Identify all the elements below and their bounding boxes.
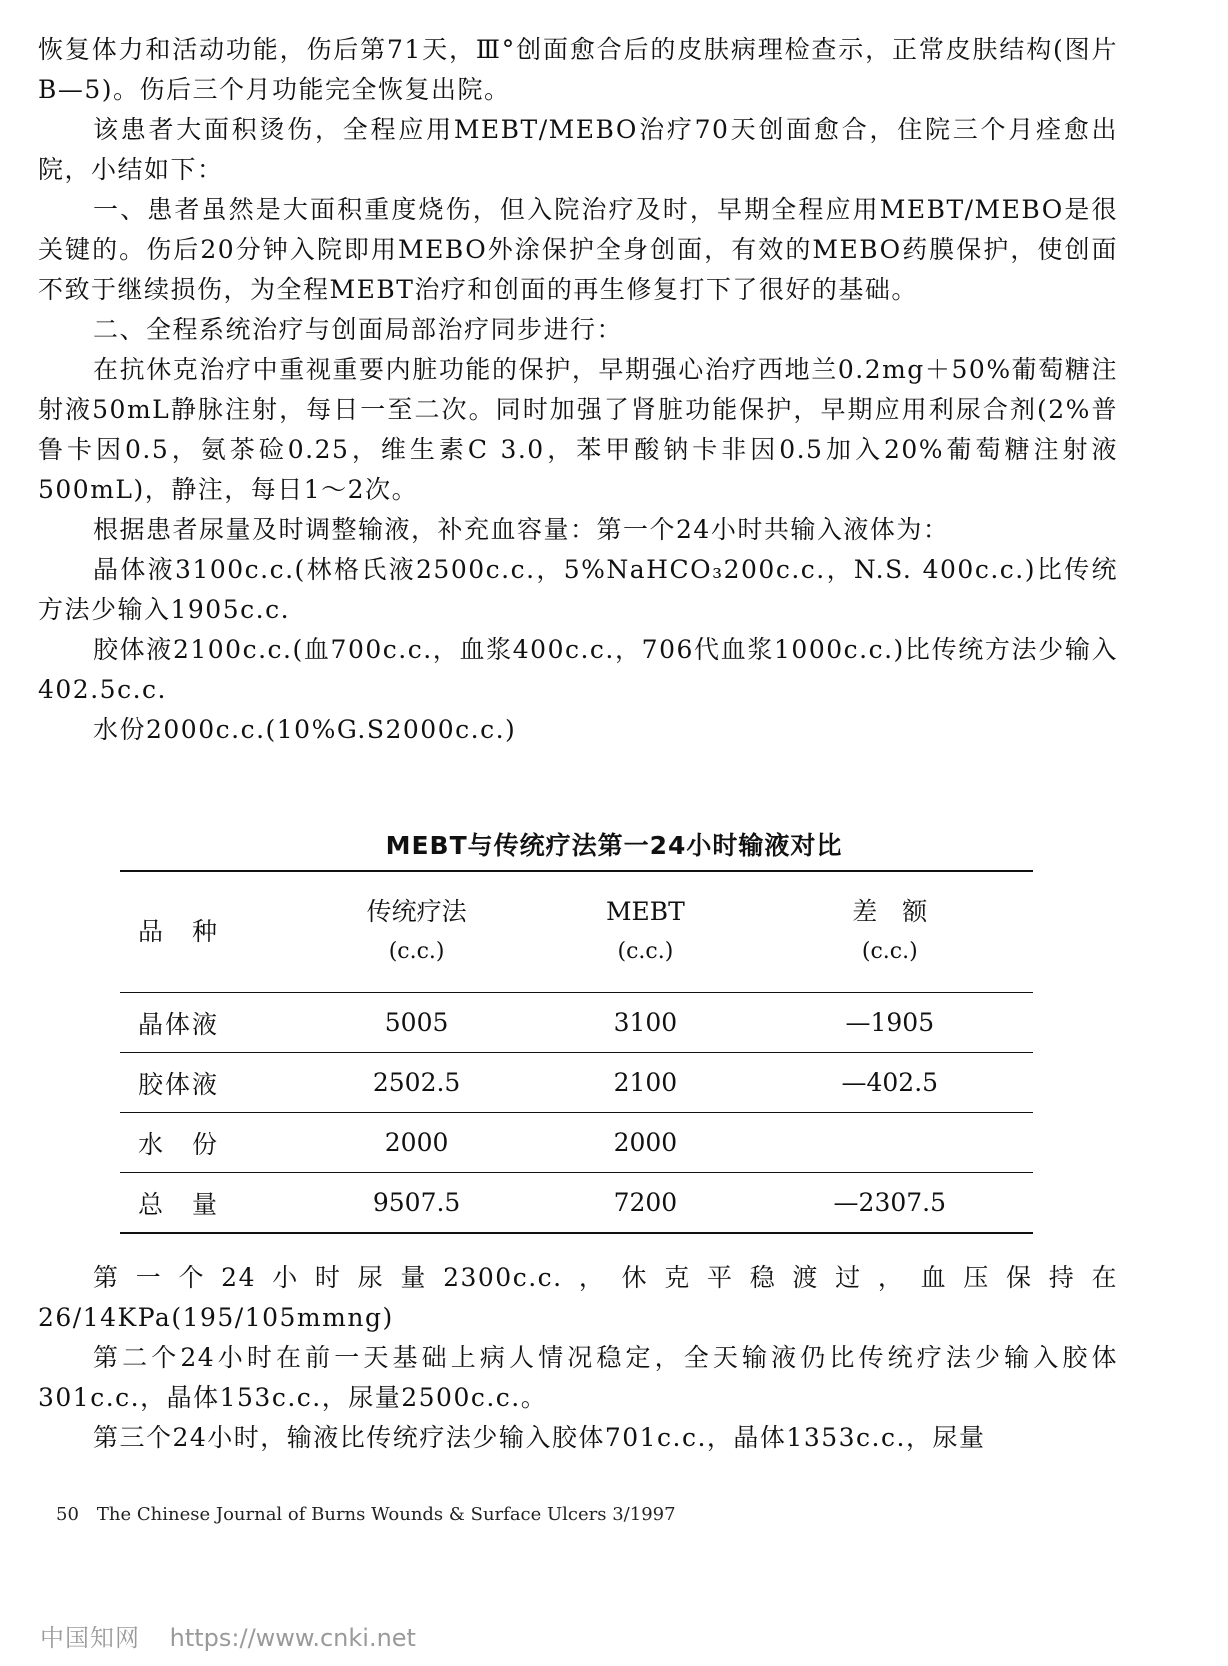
paragraph: 第一个24小时尿量2300c.c.，休克平稳渡过，血压保持在26/14KPa(195/105mmng) <box>38 1263 1118 1332</box>
paragraph: 水份2000c.c.(10%G.S2000c.c.) <box>93 715 517 744</box>
paragraph: 胶体液2100c.c.(血700c.c.，血浆400c.c.，706代血浆1000c.c.)比传统方法少输入402.5c.c. <box>38 635 1118 704</box>
table-cell: 水 份 <box>120 1113 289 1173</box>
paragraph: 一、患者虽然是大面积重度烧伤，但入院治疗及时，早期全程应用MEBT/MEBO是很关键的。伤后20分钟入院即用MEBO外涂保护全身创面，有效的MEBO药膜保护，使创面不致于继续损伤，为全程MEBT治疗和创面的再生修复打下了很好的基础。 <box>38 195 1118 304</box>
header-cell-variety <box>120 871 289 993</box>
table-cell: 2100 <box>544 1053 746 1113</box>
table-cell: 9507.5 <box>289 1173 544 1234</box>
header-label: 品 种 <box>138 917 220 946</box>
paragraph: 晶体液3100c.c.(林格氏液2500c.c.，5%NaHCO₃200c.c.，N.S. 400c.c.)比传统方法少输入1905c.c. <box>38 555 1118 624</box>
comparison-table <box>120 870 1033 1234</box>
paragraph: 根据患者尿量及时调整输液，补充血容量：第一个24小时共输入液体为： <box>93 515 950 544</box>
table-row <box>120 1173 1033 1234</box>
table-cell <box>747 1113 1033 1173</box>
header-cell-mebt <box>544 871 746 993</box>
table-cell: 2502.5 <box>289 1053 544 1113</box>
table-cell: 总 量 <box>120 1173 289 1234</box>
table-cell: —1905 <box>747 993 1033 1053</box>
header-cell-difference <box>747 871 1033 993</box>
table-cell: 3100 <box>544 993 746 1053</box>
header-label: 传统疗法 <box>366 897 467 926</box>
table-cell: —2307.5 <box>747 1173 1033 1234</box>
paragraph: 第二个24小时在前一天基础上病人情况稳定，全天输液仍比传统疗法少输入胶体301c.c.，晶体153c.c.，尿量2500c.c.。 <box>38 1343 1118 1412</box>
table-row <box>120 993 1033 1053</box>
table-cell: —402.5 <box>747 1053 1033 1113</box>
table-cell: 胶体液 <box>120 1053 289 1113</box>
header-label: 差 额 <box>852 897 928 926</box>
table-cell: 2000 <box>289 1113 544 1173</box>
table-title: MEBT与传统疗法第一24小时输液对比 <box>385 831 843 860</box>
table-row <box>120 1053 1033 1113</box>
table-cell: 7200 <box>544 1173 746 1234</box>
paragraph: 在抗休克治疗中重视重要内脏功能的保护，早期强心治疗西地兰0.2mg＋50%葡萄糖注射液50mL静脉注射，每日一至二次。同时加强了肾脏功能保护，早期应用利尿合剂(2%普鲁卡因0.5，氨茶硷0.25，维生素C 3.0，苯甲酸钠卡非因0.5加入20%葡萄糖注射液500mL)，静注，每日1～2次。 <box>38 355 1118 504</box>
body-text-after-table <box>38 1258 1118 1458</box>
page-footer: 50 The Chinese Journal of Burns Wounds & Surface Ulcers 3/1997 <box>56 1504 676 1525</box>
paragraph: 二、全程系统治疗与创面局部治疗同步进行： <box>93 315 624 344</box>
watermark-url: https://www.cnki.net <box>169 1624 416 1652</box>
paragraph: 该患者大面积烫伤，全程应用MEBT/MEBO治疗70天创面愈合，住院三个月痊愈出院，小结如下： <box>38 115 1118 184</box>
paragraph: 第三个24小时，输液比传统疗法少输入胶体701c.c.，晶体1353c.c.，尿量 <box>93 1423 986 1452</box>
table-cell: 5005 <box>289 993 544 1053</box>
header-unit: (c.c.) <box>861 939 918 964</box>
watermark-brand: 中国知网 <box>40 1624 140 1652</box>
body-text <box>38 30 1118 750</box>
header-unit: (c.c.) <box>617 939 674 964</box>
paragraph: 恢复体力和活动功能，伤后第71天，Ⅲ°创面愈合后的皮肤病理检查示，正常皮肤结构(图片B—5)。伤后三个月功能完全恢复出院。 <box>38 35 1118 104</box>
table-cell: 晶体液 <box>120 993 289 1053</box>
cnki-watermark <box>40 1618 416 1653</box>
header-cell-traditional <box>289 871 544 993</box>
header-unit: (c.c.) <box>388 939 445 964</box>
header-label: MEBT <box>605 897 685 926</box>
table-cell: 2000 <box>544 1113 746 1173</box>
table-row <box>120 1113 1033 1173</box>
table-header-row <box>120 871 1033 993</box>
